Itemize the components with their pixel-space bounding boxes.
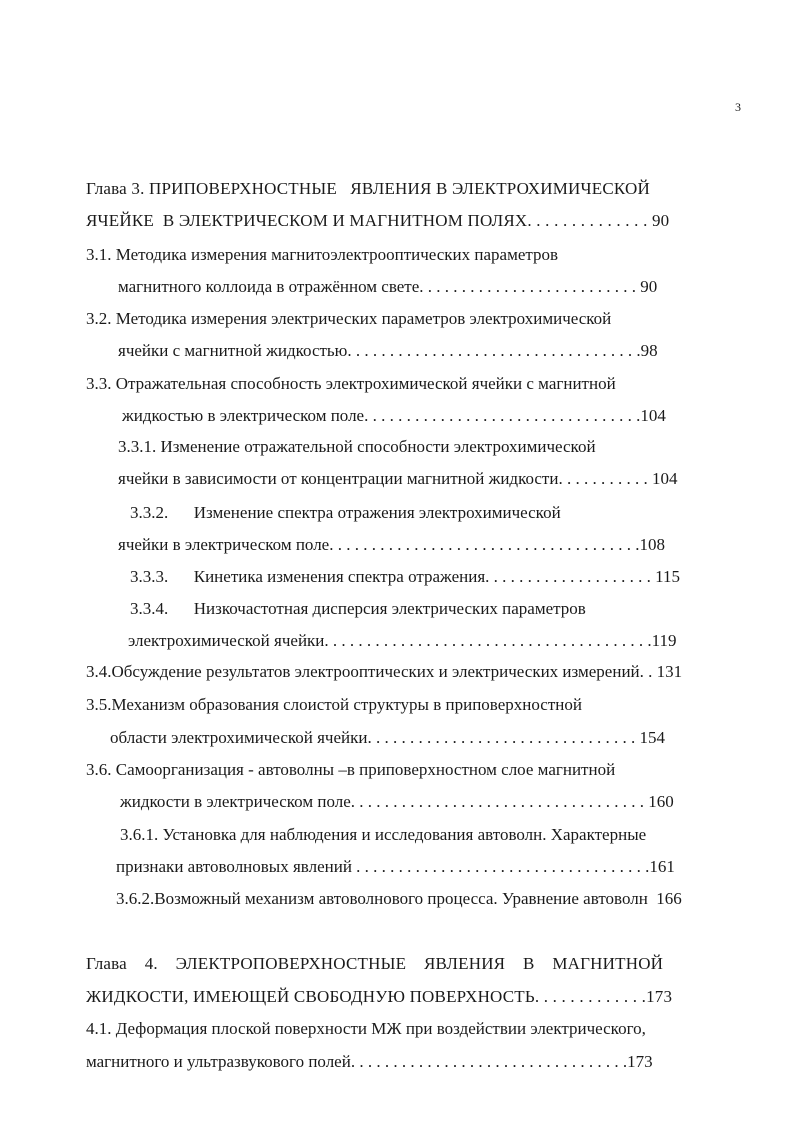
toc-entry-3-3-1-line-1: 3.3.1. Изменение отражательной способности электрохимической [118,437,596,456]
chapter-4-title-line-1: Глава 4. ЭЛЕКТРОПОВЕРХНОСТНЫЕ ЯВЛЕНИЯ В МАГНИТНОЙ [86,954,664,973]
chapter-3-title-line-1: Глава 3. ПРИПОВЕРХНОСТНЫЕ ЯВЛЕНИЯ В ЭЛЕКТРОХИМИЧЕСКОЙ [86,179,650,198]
toc-entry-3-1-line-1: 3.1. Методика измерения магнитоэлектрооптических параметров [86,245,559,264]
toc-entry-3-6-1-line-2: признаки автоволновых явлений . . . . . . . . . . . . . . . . . . . . . . . . . . . . . . . . . . .161 [116,857,675,876]
toc-entry-3-2-line-1: 3.2. Методика измерения электрических параметров электрохимической [86,309,612,328]
toc-entry-4-1-line-1: 4.1. Деформация плоской поверхности МЖ при воздействии электрического, [86,1019,646,1038]
toc-entry-3-4: 3.4.Обсуждение результатов электрооптических и электрических измерений. . 131 [86,662,683,681]
toc-entry-3-3-2-line-2: ячейки в электрическом поле. . . . . . . . . . . . . . . . . . . . . . . . . . . . . . . . . . . . .108 [118,535,665,554]
toc-entry-3-3-4-line-1: 3.3.4. Низкочастотная дисперсия электрических параметров [130,599,586,618]
toc-entry-3-3-2-line-1: 3.3.2. Изменение спектра отражения электрохимической [130,503,561,522]
toc-entry-3-2-line-2: ячейки с магнитной жидкостью. . . . . . . . . . . . . . . . . . . . . . . . . . . . . . . . . . .98 [118,341,658,360]
toc-entry-3-5-line-1: 3.5.Механизм образования слоистой структуры в приповерхностной [86,695,582,714]
toc-entry-3-5-line-2: области электрохимической ячейки. . . . . . . . . . . . . . . . . . . . . . . . . . . . . . . . 154 [110,728,665,747]
toc-entry-3-3-line-1: 3.3. Отражательная способность электрохимической ячейки с магнитной [86,374,616,393]
toc-entry-3-6-2: 3.6.2.Возможный механизм автоволнового процесса. Уравнение автоволн 166 [116,889,682,908]
toc-entry-3-6-line-2: жидкости в электрическом поле. . . . . . . . . . . . . . . . . . . . . . . . . . . . . . . . . . . 160 [120,792,674,811]
chapter-4-title-line-2: ЖИДКОСТИ, ИМЕЮЩЕЙ СВОБОДНУЮ ПОВЕРХНОСТЬ. . . . . . . . . . . . .173 [86,987,673,1006]
toc-entry-3-3-3: 3.3.3. Кинетика изменения спектра отражения. . . . . . . . . . . . . . . . . . . . 115 [130,567,681,586]
toc-entry-3-6-line-1: 3.6. Самоорганизация - автоволны –в приповерхностном слое магнитной [86,760,616,779]
toc-entry-3-3-4-line-2: электрохимической ячейки. . . . . . . . . . . . . . . . . . . . . . . . . . . . . . . . . . . . . . .119 [128,631,677,650]
toc-entry-3-1-line-2: магнитного коллоида в отражённом свете. . . . . . . . . . . . . . . . . . . . . . . . . . 90 [118,277,658,296]
page-number: 3 [735,100,741,114]
toc-entry-4-1-line-2: магнитного и ультразвукового полей. . . . . . . . . . . . . . . . . . . . . . . . . . . . . . . . .173 [86,1052,653,1071]
chapter-3-title-line-2: ЯЧЕЙКЕ В ЭЛЕКТРИЧЕСКОМ И МАГНИТНОМ ПОЛЯХ. . . . . . . . . . . . . . 90 [86,211,670,230]
toc-entry-3-3-line-2: жидкостью в электрическом поле. . . . . . . . . . . . . . . . . . . . . . . . . . . . . . . . .104 [122,406,666,425]
toc-entry-3-6-1-line-1: 3.6.1. Установка для наблюдения и исследования автоволн. Характерные [120,825,647,844]
toc-entry-3-3-1-line-2: ячейки в зависимости от концентрации магнитной жидкости. . . . . . . . . . . 104 [118,469,678,488]
